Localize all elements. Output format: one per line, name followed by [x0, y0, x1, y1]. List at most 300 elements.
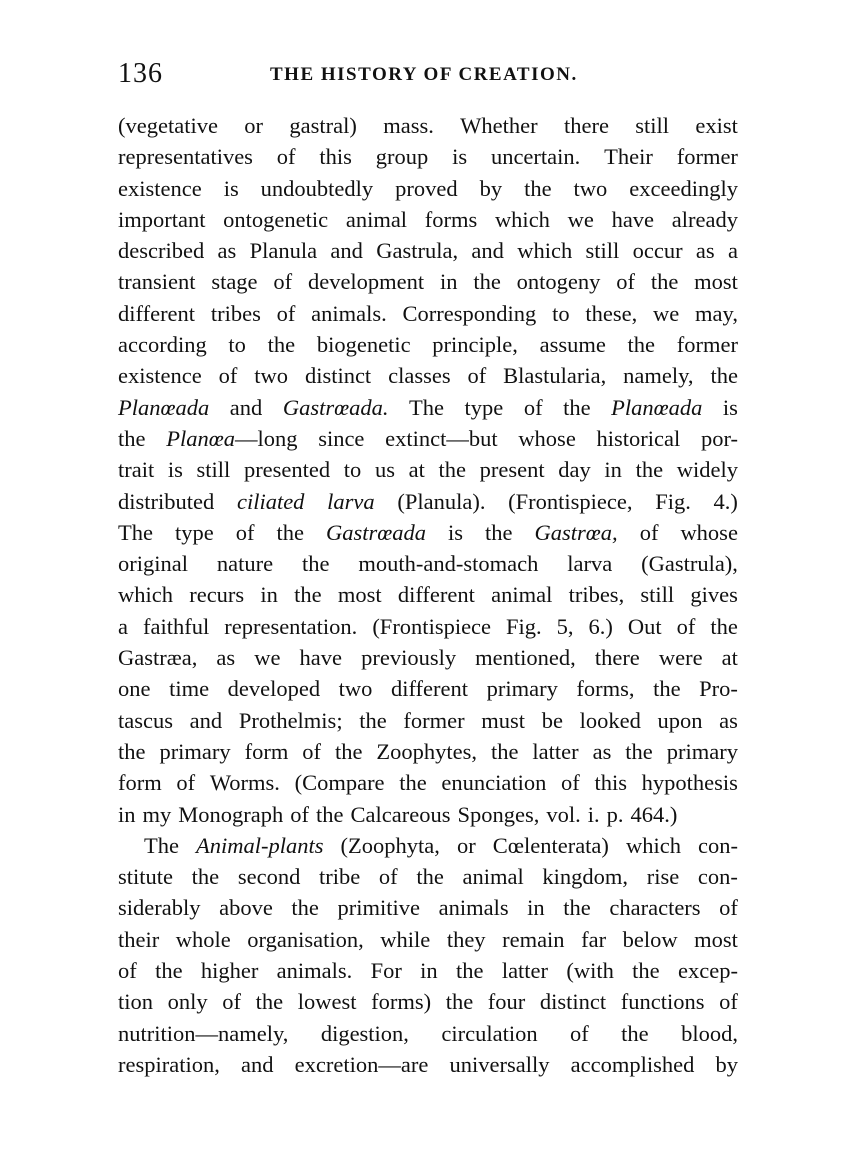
word: Gastræa, — [118, 645, 198, 671]
word: group — [375, 144, 429, 170]
word: which — [494, 206, 550, 232]
word: universally — [449, 1051, 550, 1077]
word: widely — [676, 457, 738, 483]
word: Corresponding — [402, 300, 537, 326]
word: original — [118, 551, 188, 577]
word: Planœada — [118, 394, 210, 420]
word: development — [307, 269, 425, 295]
word: organisation, — [247, 926, 364, 952]
word: classes — [388, 363, 451, 389]
text-line — [118, 1049, 738, 1080]
text-line — [118, 986, 738, 1017]
word: the — [563, 895, 591, 921]
word: in — [527, 895, 545, 921]
text-line — [118, 799, 738, 830]
word: as — [719, 707, 738, 733]
word: latter — [532, 738, 579, 764]
word: were — [658, 645, 703, 671]
word: undoubtedly — [260, 175, 374, 201]
word: Sponges, — [457, 801, 540, 827]
word: which — [118, 582, 173, 608]
word: Zoophytes, — [376, 738, 478, 764]
word: the — [276, 519, 304, 545]
word: rise — [646, 864, 680, 890]
word: different — [118, 300, 196, 326]
word: trait — [118, 457, 155, 483]
word: the — [316, 801, 344, 827]
word: historical — [596, 425, 681, 451]
word: (Frontispiece — [372, 613, 492, 639]
word: of — [378, 864, 398, 890]
word: forms, — [576, 676, 635, 702]
word: of — [118, 958, 137, 984]
word: in — [420, 958, 438, 984]
text-line — [118, 454, 738, 485]
word: former — [676, 332, 738, 358]
word: to — [552, 300, 570, 326]
word: ciliated — [236, 488, 305, 514]
word: The — [144, 832, 179, 858]
word: four — [487, 989, 526, 1015]
word: transient — [118, 269, 196, 295]
word: the — [301, 551, 330, 577]
word: second — [237, 864, 301, 890]
word: below — [622, 926, 678, 952]
word: of — [467, 363, 487, 389]
word: by — [479, 175, 503, 201]
word: Cœlenterata) — [492, 832, 609, 858]
word: whole — [175, 926, 231, 952]
word: excep- — [677, 958, 738, 984]
word: Planœada — [611, 394, 703, 420]
word: primary — [486, 676, 558, 702]
word: one — [118, 676, 151, 702]
word: developed — [227, 676, 321, 702]
word: looked — [579, 707, 641, 733]
word: Blastularia, — [503, 363, 607, 389]
text-line — [118, 298, 738, 329]
word: have — [611, 206, 655, 232]
body-text — [118, 110, 738, 1080]
text-line — [118, 266, 738, 297]
word: and — [471, 238, 504, 264]
word: their — [118, 926, 160, 952]
word: representation. — [224, 613, 358, 639]
word: tribe — [319, 864, 361, 890]
word: in — [118, 801, 136, 827]
word: must — [481, 707, 526, 733]
word: primary — [159, 738, 231, 764]
word: remain — [502, 926, 565, 952]
word: in — [440, 269, 458, 295]
word: the — [653, 676, 681, 702]
word: in — [604, 457, 622, 483]
word: we — [653, 300, 680, 326]
word: animal — [462, 864, 524, 890]
word: assume — [539, 332, 606, 358]
word: as — [592, 738, 612, 764]
word: the — [118, 738, 146, 764]
word: Whether — [460, 113, 538, 138]
word: kingdom, — [542, 864, 629, 890]
word: to — [228, 332, 246, 358]
text-line — [118, 767, 738, 798]
word: time — [169, 676, 210, 702]
word: have — [299, 645, 343, 671]
word: the — [563, 394, 591, 420]
word: we — [254, 645, 281, 671]
word: of — [639, 519, 659, 545]
text-line — [118, 110, 738, 141]
word: animals. — [276, 958, 353, 984]
text-line — [118, 861, 738, 892]
word: Fig. — [655, 488, 691, 514]
word: at — [721, 645, 738, 671]
word: of — [570, 1020, 589, 1046]
word: this — [594, 770, 627, 796]
word: type — [174, 519, 214, 545]
text-line — [118, 579, 738, 610]
word: former — [403, 707, 465, 733]
word: a — [118, 613, 128, 639]
word: respiration, — [118, 1051, 220, 1077]
word: extinct—but — [385, 425, 498, 451]
word: is — [452, 144, 468, 170]
word: as — [216, 645, 236, 671]
word: two — [573, 175, 608, 201]
word: biogenetic — [316, 332, 411, 358]
word: present — [479, 457, 545, 483]
word: form — [244, 738, 289, 764]
word: of — [276, 144, 296, 170]
text-line — [118, 611, 738, 642]
word: primary — [666, 738, 738, 764]
word: is — [223, 175, 239, 201]
word: stage — [211, 269, 258, 295]
word: Gastrœa, — [534, 519, 618, 545]
word: may, — [695, 300, 738, 326]
word: two — [254, 363, 289, 389]
word: occur — [632, 238, 683, 264]
text-line — [118, 235, 738, 266]
word: still — [196, 457, 231, 483]
word: excretion—are — [294, 1051, 429, 1077]
word: the — [191, 864, 220, 890]
word: above — [219, 895, 273, 921]
word: higher — [200, 958, 259, 984]
word: the — [445, 989, 474, 1015]
word: according — [118, 332, 207, 358]
word: the — [650, 269, 679, 295]
word: mouth-and-stomach — [358, 551, 539, 577]
word: accomplished — [570, 1051, 695, 1077]
text-line — [118, 204, 738, 235]
word: functions — [620, 989, 705, 1015]
word: which — [625, 832, 681, 858]
word: principle, — [432, 332, 518, 358]
word: and — [330, 238, 363, 264]
text-line — [118, 141, 738, 172]
word: my — [142, 801, 172, 827]
text-line — [118, 892, 738, 923]
word: far — [581, 926, 607, 952]
word: For — [370, 958, 402, 984]
word: 4.) — [713, 488, 738, 514]
word: of — [273, 269, 293, 295]
word: is — [722, 394, 738, 420]
word: of — [523, 394, 543, 420]
word: tribes — [210, 300, 261, 326]
word: the — [490, 738, 519, 764]
word: The — [118, 519, 153, 545]
word: enunciation — [441, 770, 547, 796]
word: only — [167, 989, 208, 1015]
word: and — [241, 1051, 274, 1077]
word: the — [399, 770, 427, 796]
word: siderably — [118, 895, 201, 921]
word: the — [155, 958, 183, 984]
word: is — [448, 519, 464, 545]
word: uncertain. — [490, 144, 581, 170]
word: latter — [501, 958, 549, 984]
word: Gastrœada — [325, 519, 427, 545]
word: form — [118, 770, 162, 796]
word: recurs — [189, 582, 245, 608]
text-line — [118, 486, 738, 517]
word: the — [438, 457, 466, 483]
word: the — [627, 332, 656, 358]
word: Gastrula, — [376, 238, 459, 264]
word: nature — [216, 551, 274, 577]
word: this — [319, 144, 352, 170]
word: The — [409, 394, 444, 420]
word: of — [302, 738, 322, 764]
word: the — [294, 582, 322, 608]
text-line — [118, 173, 738, 204]
word: us — [374, 457, 395, 483]
word: still — [585, 238, 620, 264]
word: or — [244, 113, 264, 138]
word: of — [719, 989, 738, 1015]
word: the — [456, 958, 484, 984]
word: Worms. — [209, 770, 280, 796]
word: the — [632, 958, 660, 984]
page-number: 136 — [118, 58, 163, 89]
word: of — [276, 300, 296, 326]
word: Gastrœada. — [282, 394, 389, 420]
word: tribes, — [568, 582, 625, 608]
word: (vegetative — [118, 113, 218, 138]
word: proved — [395, 175, 458, 201]
word: faithful — [143, 613, 210, 639]
word: to — [343, 457, 362, 483]
word: Out — [627, 613, 662, 639]
text-line — [118, 392, 738, 423]
word: which — [517, 238, 573, 264]
text-line — [118, 423, 738, 454]
word: the — [255, 989, 284, 1015]
text-line — [118, 1018, 738, 1049]
word: the — [710, 363, 738, 389]
word: gives — [690, 582, 738, 608]
word: distinct — [539, 989, 607, 1015]
word: Planœa—long — [166, 425, 298, 451]
word: mentioned, — [475, 645, 576, 671]
word: upon — [657, 707, 703, 733]
word: whose — [680, 519, 738, 545]
word: different — [397, 582, 475, 608]
word: already — [671, 206, 738, 232]
word: of — [561, 770, 580, 796]
word: they — [446, 926, 486, 952]
word: as — [217, 238, 237, 264]
word: of — [719, 895, 738, 921]
word: hypothesis — [641, 770, 738, 796]
word: and — [229, 394, 263, 420]
word: vol. — [546, 801, 581, 827]
word: the — [625, 738, 653, 764]
word: type — [464, 394, 504, 420]
word: the — [473, 269, 501, 295]
word: in — [260, 582, 278, 608]
text-line — [118, 830, 738, 861]
word: (Zoophyta, — [340, 832, 440, 858]
word: tion — [118, 989, 154, 1015]
word: ontogeny — [516, 269, 601, 295]
word: Fig. — [506, 613, 542, 639]
word: 464.) — [630, 801, 678, 827]
word: Monograph — [178, 801, 284, 827]
word: still — [640, 582, 675, 608]
word: of — [235, 519, 255, 545]
word: Their — [604, 144, 653, 170]
word: of — [176, 770, 196, 796]
word: Prothelmis; — [238, 707, 343, 733]
text-line — [118, 924, 738, 955]
word: p. — [606, 801, 624, 827]
word: there — [594, 645, 640, 671]
word: stitute — [118, 864, 173, 890]
word: day — [558, 457, 591, 483]
word: larva — [327, 488, 375, 514]
word: gastral) — [289, 113, 357, 138]
word: of — [222, 989, 241, 1015]
word: lowest — [297, 989, 357, 1015]
word: con- — [697, 864, 738, 890]
word: forms — [424, 206, 478, 232]
word: of — [616, 269, 635, 295]
word: former — [676, 144, 738, 170]
word: the — [485, 519, 513, 545]
word: animals. — [311, 300, 387, 326]
word: there — [563, 113, 609, 138]
text-line — [118, 642, 738, 673]
word: larva — [567, 551, 613, 577]
word: the — [524, 175, 552, 201]
word: characters — [609, 895, 701, 921]
word: ontogenetic — [223, 206, 329, 232]
word: Animal-plants — [196, 832, 324, 858]
word: the — [416, 864, 444, 890]
word: Planula — [249, 238, 318, 264]
word: (with — [566, 958, 614, 984]
word: by — [715, 1051, 738, 1077]
word: (Planula). — [397, 488, 486, 514]
word: (Frontispiece, — [508, 488, 633, 514]
word: most — [694, 926, 738, 952]
word: at — [408, 457, 425, 483]
word: primitive — [337, 895, 420, 921]
word: as — [695, 238, 715, 264]
word: digestion, — [320, 1020, 409, 1046]
word: most — [694, 269, 738, 295]
text-line — [118, 736, 738, 767]
word: mass. — [383, 113, 434, 138]
word: important — [118, 206, 206, 232]
word: existence — [118, 363, 202, 389]
word: (Compare — [294, 770, 385, 796]
word: described — [118, 238, 205, 264]
word: exceedingly — [629, 175, 738, 201]
word: existence — [118, 175, 202, 201]
word: the — [118, 425, 146, 451]
word: presented — [243, 457, 331, 483]
word: the — [291, 895, 319, 921]
text-line — [118, 705, 738, 736]
word: blood, — [681, 1020, 738, 1046]
word: previously — [361, 645, 457, 671]
word: nutrition—namely, — [118, 1020, 289, 1046]
word: be — [541, 707, 563, 733]
word: these, — [585, 300, 638, 326]
word: con- — [697, 832, 738, 858]
word: whose — [518, 425, 576, 451]
word: we — [567, 206, 594, 232]
word: of — [290, 801, 310, 827]
word: animal — [491, 582, 553, 608]
word: and — [189, 707, 223, 733]
word: two — [338, 676, 373, 702]
word: animal — [345, 206, 408, 232]
word: a — [727, 238, 738, 264]
word: por- — [700, 425, 738, 451]
word: the — [334, 738, 363, 764]
word: the — [359, 707, 387, 733]
word: Calcareous — [350, 801, 451, 827]
word: exist — [695, 113, 738, 138]
word: namely, — [623, 363, 694, 389]
text-line — [118, 548, 738, 579]
word: forms) — [371, 989, 432, 1015]
text-line — [118, 517, 738, 548]
running-head: THE HISTORY OF CREATION. — [270, 64, 578, 85]
text-line — [118, 360, 738, 391]
word: representatives — [118, 144, 253, 170]
word: different — [390, 676, 469, 702]
word: is — [167, 457, 183, 483]
word: circulation — [441, 1020, 538, 1046]
word: of — [676, 613, 696, 639]
word: while — [380, 926, 431, 952]
word: animals — [438, 895, 509, 921]
text-line — [118, 673, 738, 704]
word: most — [337, 582, 382, 608]
text-line — [118, 955, 738, 986]
word: since — [318, 425, 365, 451]
word: tascus — [118, 707, 173, 733]
word: Pro- — [699, 676, 738, 702]
word: or — [456, 832, 476, 858]
